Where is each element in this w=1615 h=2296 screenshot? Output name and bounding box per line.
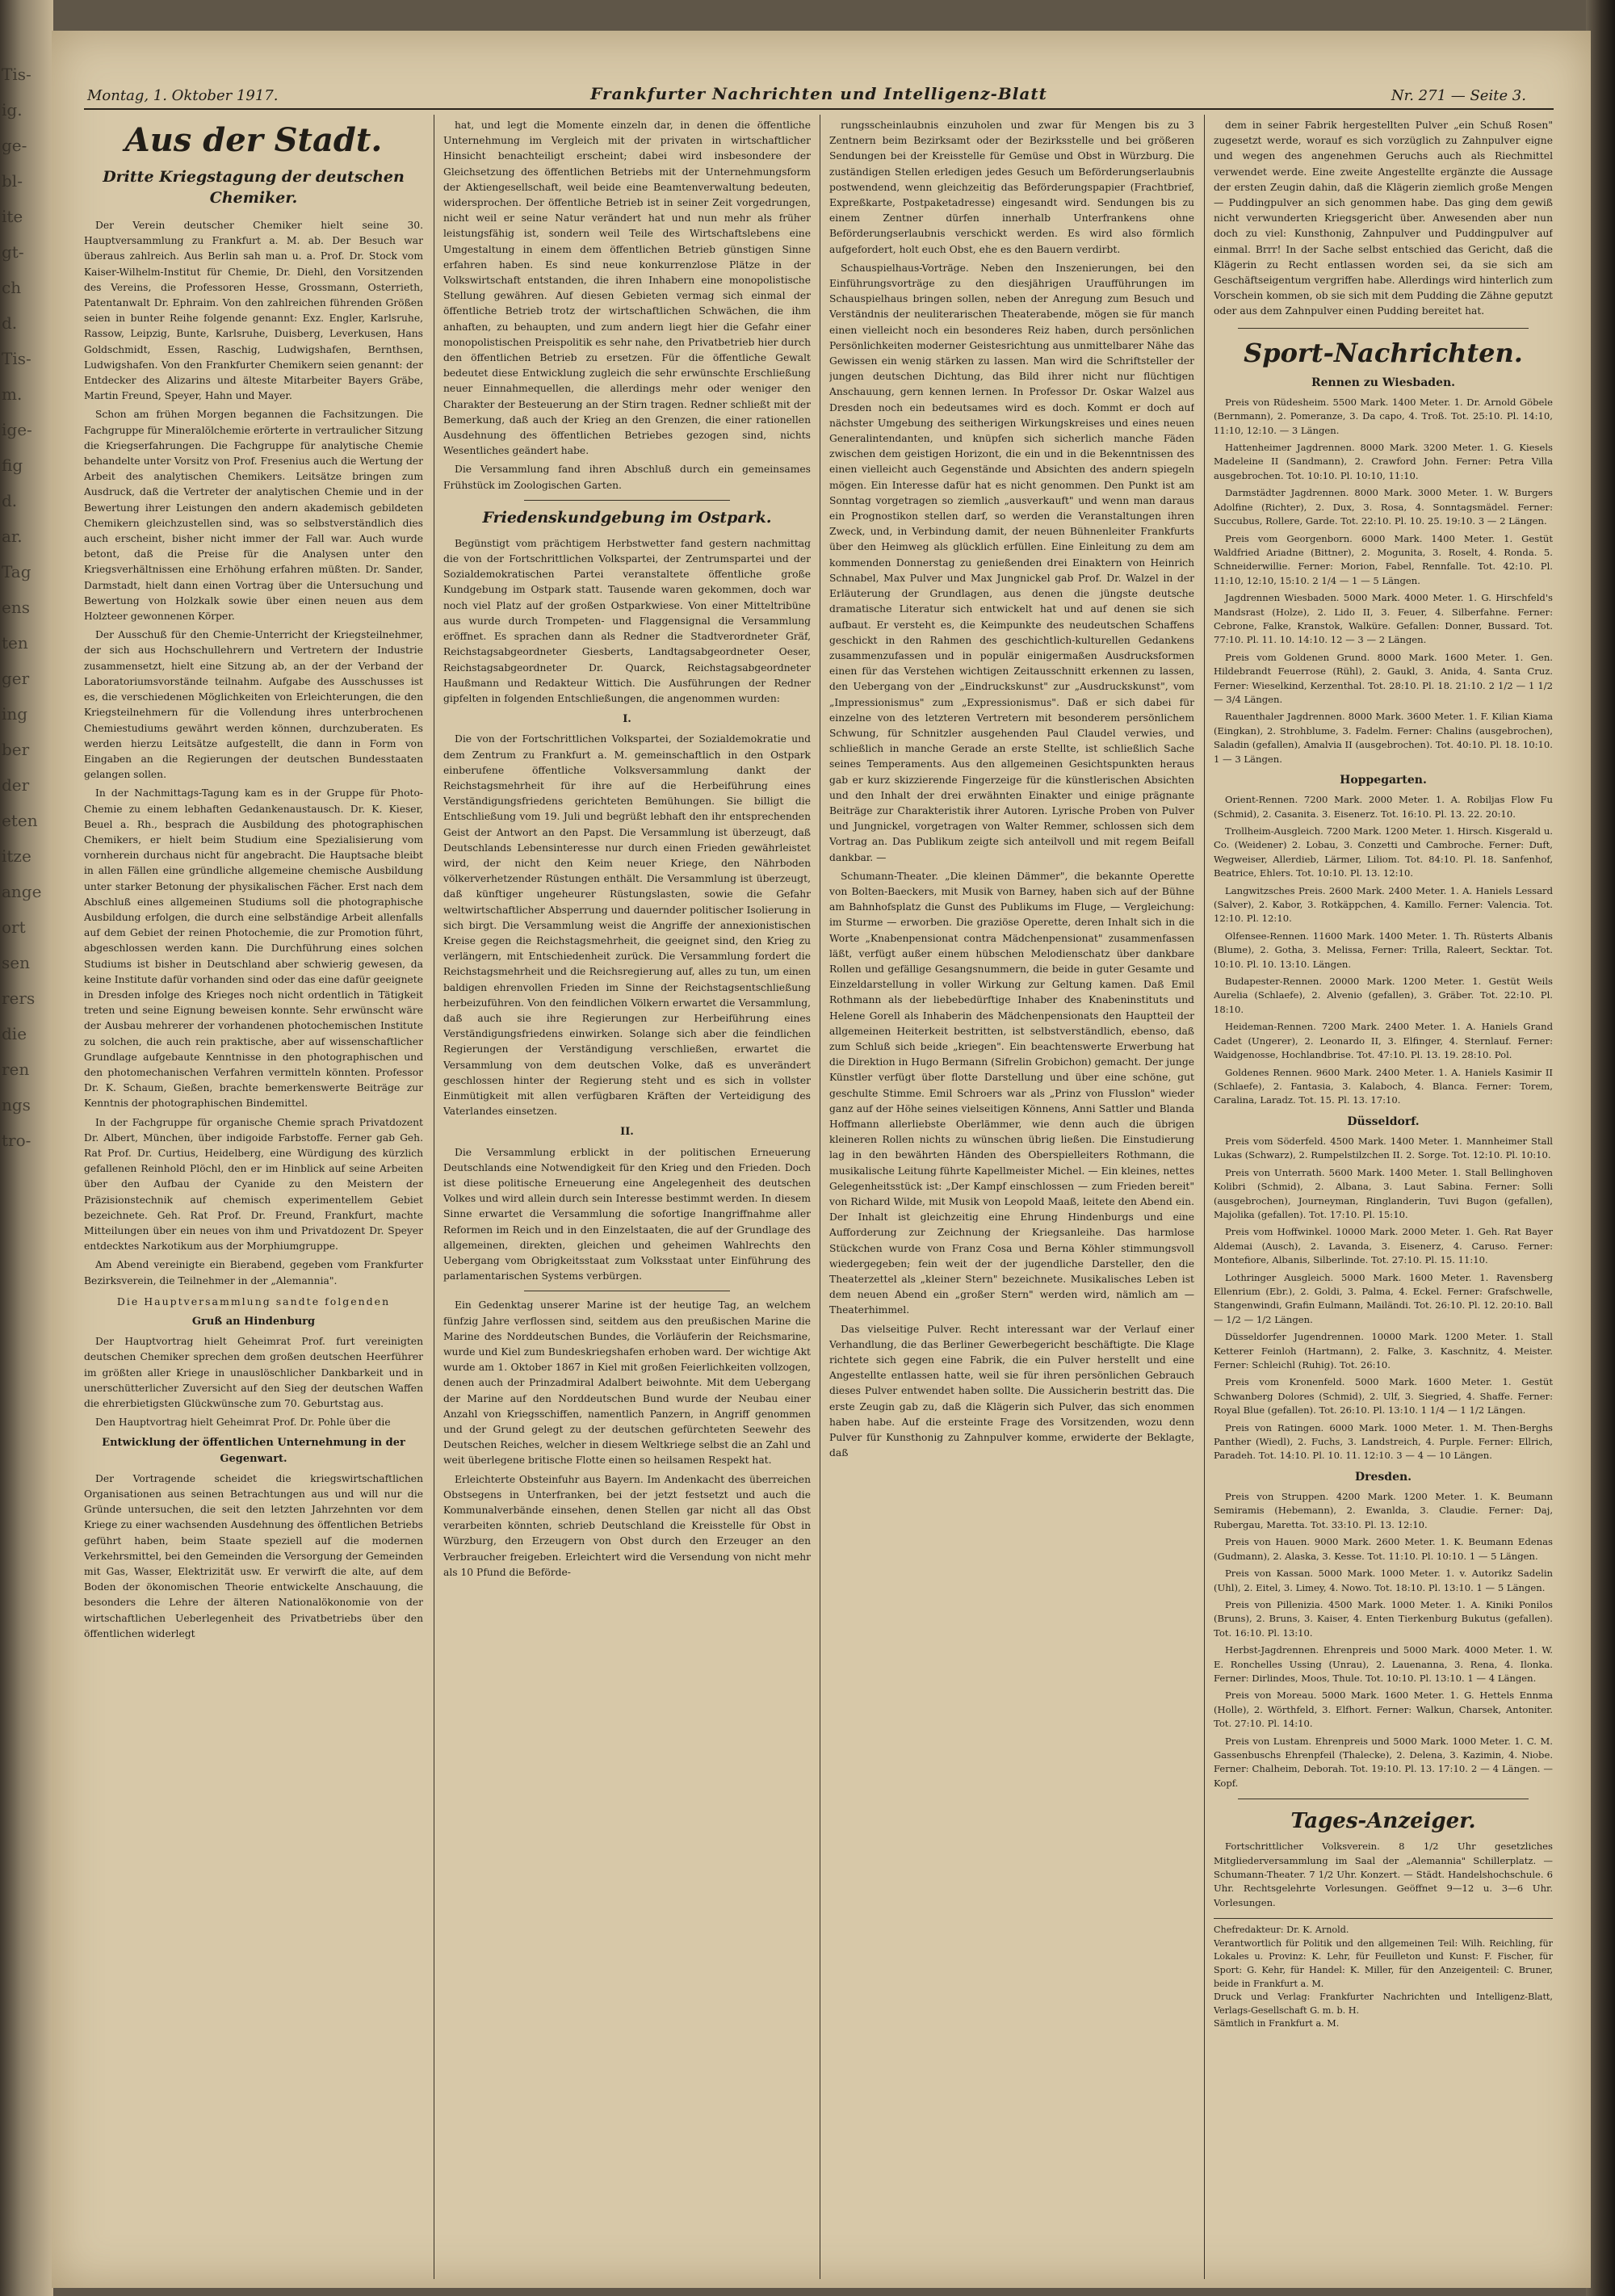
paragraph: Der Ausschuß für den Chemie-Unterricht der Kriegsteilnehmer, der sich aus Hochschullehrern und Vertretern der Industrie zusammensetzt, hielt eine Sitzung ab, an der der Verband der Laboratoriumsvorstände teilnahm. Aufgabe des Ausschusses ist es, die verschiedenen Möglichkeiten von Erleichterungen, die den Kriegsteilnehmern für die Vollendung ihres unterbrochenen Chemiestudiums gewährt werden können, durchzuberaten. Es werden hierzu Leitsätze aufgestellt, die dann in Form von Eingaben an die Regierungen der deutschen Bundesstaaten gelangen sollen. (84, 629, 423, 781)
race-entry: Trollheim-Ausgleich. 7200 Mark. 1200 Meter. 1. Hirsch. Kisgerald u. Co. (Weidener) 2. Lobau, 3. Conzetti und Cambroche. Ferner: Duft, Wegweiser, Allerdieb, Lärmer, Liliom. Tot. 84:10. Pl. 18. Sanfenhof, Beatrice, Ehlers. Tot. 10:10. Pl. 13. 12:10. (1214, 825, 1553, 879)
fragment-text: ort (2, 917, 26, 937)
fragment-text: rers (2, 988, 36, 1008)
race-entry: Preis vom Söderfeld. 4500 Mark. 1400 Meter. 1. Mannheimer Stall Lukas (Schwarz), 2. Rumpelstilzchen II. 2. Sorge. Tot. 12:10. Pl. 10:10. (1214, 1135, 1553, 1161)
paragraph: Schon am frühen Morgen begannen die Fachsitzungen. Die Fachgruppe für Mineralölchemie erörterte in vertraulicher Sitzung die Kriegserfahrungen. Die Fachgruppe für analytische Chemie behandelte unter Vorsitz von Prof. Fresenius auch die Wertung der Arbeit des analytischen Chemikers. Leitsätze bringen zum Ausdruck, daß die Vertreter der analytischen Chemie und in der Bewertung ihrer Leistungen den andern akademisch gebildeten Chemikern gleichzustellen sind, was so selbstverständlich dies auch erscheint, bisher nicht immer der Fall war. Auch wurde betont, daß die Preise für die Analysen unter den Kriegsverhältnissen eine Erhöhung erfahren müßten. Dr. Sander, Darmstadt, hielt dann einen Vortrag über die Untersuchung und Bewertung von Holzkalk sowie über einen neuen aus dem Holzteer gewonnenen Körper. (84, 409, 423, 623)
sport-section-heading: Sport-Nachrichten. (1244, 337, 1523, 368)
fragment-text: Tag (2, 562, 31, 581)
article-body (84, 1334, 423, 1430)
paragraph: Der Vortragende scheidet die kriegswirtschaftlichen Organisationen aus seinen Betrachtungen aus und will nur die Gründe untersuchen, die seit den letzten Jahrzehnten vor dem Kriege zu einer wachsenden Ausdehnung des öffentlichen Betriebs geführt haben, beim Staate speziell auf die modernen Verkehrsmittel, bei den Gemeinden die Versorgung der Gemeinden mit Gas, Wasser, Elektrizität usw. Er verwirft die alte, auf dem Boden der ökonomischen Theorie entwickelte Anschauung, die besonders die Lehre der älteren Nationalökonomie von der wirtschaftlichen Ueberlegenheit des Privatbetriebs über den öffentlichen widerlegt (84, 1472, 423, 1639)
masthead-rule (84, 108, 1554, 110)
fragment-text: d. (2, 313, 18, 333)
fragment-text: die (2, 1024, 27, 1043)
column-1 (84, 118, 423, 2274)
article-body (443, 536, 811, 707)
race-entry: Preis vom Kronenfeld. 5000 Mark. 1600 Meter. 1. Gestüt Schwanberg Dolores (Schmid), 2. Ulf, 3. Siegried, 4. Shaffe. Ferner: Royal Blue (gefallen). Tot. 26:10. Pl. 13:10. 1 1/4 — 1 1/2 Längen. (1214, 1376, 1553, 1417)
race-entry: Langwitzsches Preis. 2600 Mark. 2400 Meter. 1. A. Haniels Lessard (Salver), 2. Kabor, 3. Rotkäppchen, 4. Kamillo. Ferner: Valencia. Tot. 12:10. Pl. 12:10. (1214, 884, 1553, 925)
article-separator (524, 500, 730, 501)
fragment-text: ar. (2, 527, 23, 546)
fragment-text: Tis- (2, 65, 31, 84)
fragment-text: ch (2, 278, 22, 297)
race-venue-heading: Düsseldorf. (1347, 1114, 1420, 1128)
imprint-line: Verantwortlich für Politik und den allgemeinen Teil: Wilh. Reichling, für Lokales u. Provinz: K. Lehr, für Feuilleton und Kunst: F. Fischer, für Sport: G. Kehr, für Handel: K. Miller, für den Anzeigenteil: C. Bruner, beide in Frankfurt a. M. (1214, 1937, 1553, 1989)
fragment-text: ge- (2, 136, 27, 155)
fragment-text: ens (2, 598, 30, 617)
article-heading: Dritte Kriegstagung der deutschen Chemiker. (103, 168, 405, 207)
race-entry: Budapester-Rennen. 20000 Mark. 1200 Meter. 1. Gestüt Weils Aurelia (Schlaefe), 2. Alvenio (gefallen), 3. Gräber. Tot. 22:10. Pl. 18:10. (1214, 976, 1553, 1015)
race-results (1214, 1135, 1553, 1463)
fragment-text: ing (2, 704, 28, 724)
paragraph: Schauspielhaus-Vorträge. Neben den Inszenierungen, bei den Einführungsvorträge zu den diesjährigen Uraufführungen im Schauspielhaus bringen sollen, neben der Anregung zum Besuch und Verständnis der neuliterarischen Theaterabende, mögen sie für manch einen vielleicht noch ein besonderes Reiz haben, durch persönlichen Persönlichkeiten moderner Geistesrichtung aus unmittelbarer Nähe das Gewissen ein wenig stärken zu lassen. Man wird die Schriftsteller der jungen deutschen Dichtung, das Bild ihrer nicht nur flüchtigen Anschauung, gern kennen lernen. In Professor Dr. Oskar Walzel aus Dresden noch ein bedeutsames wird es doch. Kommt er doch auf nächster Umgebung des seitherigen Wirkungskreises und eines neuen Generalintendanten, und knüpfen sich sicherlich manche Fäden zwischen dem geistigen Horizont, die ein und in die Bekenntnissen des einen vielleicht auch Gegenstände und Absichten des andern spiegeln mögen. Ein Interesse dafür hat es nicht genommen. Den Punkt ist am Sonntag vorgetragen so ziemlich „ausverkauft" und wenn man daraus ein Prognostikon stellen darf, so werden die Veranstaltungen ihren Zweck, und, in Verbindung damit, der neuen Bühnenleiter Frankfurts über den Heimweg als glücklich erfüllen. Eine Einleitung zu dem am kommenden Donnerstag zu genießenden drei Einaktern von Heinrich Schnabel, Max Pulver und Max Jungnickel gab Prof. Dr. Walzel in der Erläuterung der Grundlagen, aus denen die jüngste deutsche dramatische Literatur sich entwickelt hat und auf denen sie sich aufbaut. Er versteht es, die Keimpunkte des neudeutschen Schaffens geschickt in den Rahmen des geschichtlich-kulturellen Gedankens zusammenzufassen und in populär einigermaßen Ausdrucksformen einen für das Verstehen wichtigen Zeitausschnitt erkennen zu lassen, den Uebergang von der „Eindruckskunst" zur „Ausdruckskunst", vom „Impressionismus" zum „Expressionismus". Daß er sich dabei für einzelne von des letzteren Vertretern mit besonderem persönlichem Schwung, für Schnitzler ausgehenden Paul Claudel verwies, und schließlich in manche Gerade an erste Stellte, ist schließlich Sache seines Temperaments. Aus den allgemeinen Gesichtspunkten heraus gab er kurz skizzierende Fingerzeige für die künstlerischen Absichten und den Inhalt der drei erwähnten Einakter und einige prägnante Beiträge zur Charakteristik ihrer Autoren. Lyrische Proben von Pulver und Jungnickel, vorgetragen von Walter Remmer, schlossen sich dem Vortrag an. Das Publikum zeigte sich anteilvoll und mit regem Beifall dankbar. — (829, 262, 1194, 863)
fragment-text: ber (2, 740, 30, 759)
fragment-text: gt- (2, 242, 24, 262)
paragraph: hat, und legt die Momente einzeln dar, in denen die öffentliche Unternehmung im Vergleich mit der privaten in wirtschaftlicher Hinsicht benachteiligt erscheint; dabei wird insbesondere der Gleichsetzung des öffentlichen Betriebs mit der Unternehmungsform der Aktiengesellschaft, weil beide eine Beamtenverwaltung bedeuten, widersprochen. Der öffentliche Betrieb ist in seiner Zeit vorgedrungen, nicht weil er seine Natur verändert hat und nun mehr als früher leistungsfähig ist, sondern weil Teile des Wirtschaftslebens eine Umgestaltung in einem dem öffentlichen Betrieb günstigen Sinne erfahren haben. Es sind neue konkurrenzlose Plätze in der Volkswirtschaft entstanden, die ihren Inhabern eine monopolistische Stellung gewähren. Auf diesen Gebieten vermag sich einmal der öffentliche Betrieb trotz der wirtschaftlichen Schwächen, die ihm anhaften, zu behaupten, und zum andern liegt hier die Gefahr einer monopolistischen Preispolitik es sehr nahe, den Privatbetrieb hier durch den öffentlichen Betrieb zu ersetzen. Für die öffentliche Gewalt bedeutet diese Entwicklung zugleich die sehr erwünschte Erschließung neuer Einnahmequellen, die allerdings mehr oder weniger den Charakter der Besteuerung an der Stirn tragen. Redner schließt mit der Bemerkung, daß auch der Krieg an den Grenzen, die einer rationellen Ausdehnung des öffentlichen Betriebes gezogen sind, nichts Wesentliches geändert habe. (443, 120, 811, 457)
fragment-text: d. (2, 491, 18, 510)
paragraph: Die Versammlung fand ihren Abschluß durch ein gemeinsames Frühstück im Zoologischen Garten. (443, 464, 811, 491)
imprint-line: Sämtlich in Frankfurt a. M. (1214, 2018, 1340, 2029)
resolution-numeral: I. (623, 713, 631, 726)
race-entry: Preis vom Georgenborn. 6000 Mark. 1400 Meter. 1. Gestüt Waldfried Ariadne (Bittner), 2. Mogunita, 3. Roselt, 4. Ronda. 5. Schneiderwillie. Ferner: Morion, Fabel, Rennfalle. Tot. 42:10. Pl. 11:10, 12:10, 15:10. 2 1/4 — 1 — 5 Längen. (1214, 532, 1553, 586)
fragment-text: der (2, 775, 30, 795)
column-divider (1204, 115, 1205, 2279)
imprint (1214, 1918, 1553, 2031)
paragraph: Die von der Fortschrittlichen Volkspartei, der Sozialdemokratie und dem Zentrum zu Frankfurt a. M. gemeinschaftlich in den Ostpark einberufene öffentliche Volksversammlung dankt der Reichstagsmehrheit für ihre auf die Herbeiführung eines Verständigungsfriedens gerichteten Bemühungen. Sie billigt die Entschließung vom 19. Juli und begrüßt lebhaft den ihr entsprechenden Geist der Antwort an den Papst. Die Versammlung ist überzeugt, daß Deutschlands Lebensinteresse nur durch einen Frieden gewährleistet wird, der nicht den Keim neuer Kriege, den Nährboden völkerverhetzender Rüstungen enthält. Die Versammlung ist überzeugt, daß künftiger ungeheurer Rüstungslasten, sowie die Gefahr weltwirtschaftlicher Absperrung und dauernder politischer Isolierung in sich birgt. Die Versammlung weist die Angriffe der annexionistischen Kreise gegen die Reichstagsmehrheit, die geeignet sind, den Krieg zu verlängern, mit Entschiedenheit zurück. Die Versammlung fordert die Reichstagsmehrheit und die Reichsregierung auf, alles zu tun, um einen baldigen ehrenvollen Frieden im Sinne der Reichstagsentschließung herbeizuführen. Von den feindlichen Völkern erwartet die Versammlung, daß auch sie ihre Regierungen zur Herbeiführung eines Verständigungsfriedens einwirken. Solange sich aber die feindlichen Regierungen der Verständigung verschließen, erwartet die Versammlung von dem deutschen Volke, daß es unverändert geschlossen hinter der Regierung steht und es sich in vollster Einmütigkeit mit allen verfügbaren Kräften der Verteidigung des Vaterlandes einsetzen. (443, 733, 811, 1118)
column-3 (829, 118, 1194, 2274)
race-entry: Fortschrittlicher Volksverein. 8 1/2 Uhr gesetzliches Mitgliederversammlung im Saal der „Alemannia" Schillerplatz. — Schumann-Theater. 7 1/2 Uhr. Konzert. — Städt. Handelshochschule. 6 Uhr. Rechtsgelehrte Vorlesungen. Geöffnet 9—12 u. 3—6 Uhr. Vorlesungen. (1214, 1841, 1553, 1908)
fragment-text: Tis- (2, 349, 31, 368)
newspaper-page (52, 31, 1591, 2288)
resolution-numeral: II. (620, 1126, 634, 1139)
fragment-text: fig (2, 455, 23, 475)
race-entry: Olfensee-Rennen. 11600 Mark. 1400 Meter. 1. Th. Rüsterts Albanis (Blume), 2. Gotha, 3. Melissa, Ferner: Trilla, Raleert, Secktar. Tot. 10:10. Pl. 10. 13:10. Längen. (1214, 930, 1553, 970)
paragraph: Den Hauptvortrag hielt Geheimrat Prof. Dr. Pohle über die (95, 1417, 391, 1429)
article-subheading: Entwicklung der öffentlichen Unternehmung in der Gegenwart. (102, 1437, 405, 1465)
race-results (1214, 1490, 1553, 1790)
article-subheading: Gruß an Hindenburg (191, 1316, 316, 1328)
article-body (443, 1298, 811, 1580)
paragraph: Am Abend vereinigte ein Bierabend, gegeben vom Frankfurter Bezirksverein, die Teilnehmer in der „Alemannia". (84, 1259, 423, 1287)
race-entry: Preis von Moreau. 5000 Mark. 1600 Meter. 1. G. Hettels Ennma (Holle), 2. Wörthfeld, 3. Elfhort. Ferner: Walkun, Charsek, Antoniter. Tot. 27:10. Pl. 14:10. (1214, 1689, 1553, 1730)
article-subheading: Die Hauptversammlung sandte folgenden (116, 1295, 391, 1308)
paragraph: In der Fachgruppe für organische Chemie sprach Privatdozent Dr. Albert, München, über indigoide Farbstoffe. Ferner gab Geh. Rat Prof. Dr. Curtius, Heidelberg, eine Würdigung des kürzlich gefallenen Reinhold Plöchl, den er im Hinblick auf seine Arbeiten über den Aufbau der Cyanide zu den Meistern der Präzisionstechnik auf chemisch experimentellem Gebiet bezeichnete. Geh. Rat Prof. Dr. Freund, Frankfurt, machte Mitteilungen über ein neues von ihm und Privatdozent Dr. Speyer entdecktes Narkotikum aus der Morphiumgruppe. (84, 1116, 423, 1253)
race-entry: Preis von Ratingen. 6000 Mark. 1000 Meter. 1. M. Then-Berghs Panther (Wiedl), 2. Fuchs, 3. Landstreich, 4. Purple. Ferner: Ellrich, Paradeh. Tot. 14:10. Pl. 10. 11. 12:10. 3 — 4 — 10 Längen. (1214, 1421, 1553, 1462)
fragment-text: sen (2, 953, 30, 972)
paragraph: In der Nachmittags-Tagung kam es in der Gruppe für Photo-Chemie zu einem lebhaften Gedankenaustausch. Dr. K. Kieser, Beuel a. Rh., besprach die Ausbildung des photographischen Chemikers, er hielt beim Studium eine Spezialisierung vom vornherein durchaus nicht für angebracht. Die Hauptsache bleibt in allen Fällen eine gründliche allgemeine chemische Ausbildung unter starker Betonung der physikalischen Fächer. Erst nach dem Abschluß eines allgemeinen Studiums soll die photographische Ausbildung erfolgen, die durch eine selbständige Arbeit allenfalls auf dem Gebiet der reinen Photochemie, die zur Promotion führt, abgeschlossen werden kann. Die Durchführung eines solchen Studiums ist bisher in Deutschland aber schwierig gewesen, da keine Institute dafür vorhanden sind oder das eine dafür geeignete in Dresden infolge des Krieges noch nicht ordentlich in Tätigkeit treten und seine Eignung beweisen konnte. Sehr erwünscht wäre der Ausbau mehrerer der vorhandenen photochemischen Institute zu solchen, die auch rein praktische, aber auf wissenschaftlicher Grundlage aufgebaute Kenntnisse in den photographischen und den photomechanischen Verfahren vermitteln könnten. Professor Dr. K. Schaum, Gießen, brachte bemerkenswerte Beiträge zur Kenntnis der photographischen Bindemittel. (84, 787, 423, 1110)
fragment-text: ngs (2, 1095, 31, 1114)
article-body (84, 1471, 423, 1642)
article-body (829, 118, 1194, 1461)
imprint-line: Druck und Verlag: Frankfurter Nachrichten und Intelligenz-Blatt, Verlags-Gesellschaft G. m. b. H. (1214, 1992, 1553, 2016)
paragraph: Der Hauptvortrag hielt Geheimrat Prof. furt vereinigten deutschen Chemiker sprechen dem großen deutschen Heerführer im größten aller Kriege in unauslöschlicher Dankbarkeit und in unerschütterlicher Zuversicht auf den Sieg der deutschen Waffen die ehrerbietigsten Glückwünsche zum 70. Geburtstag aus. (84, 1336, 423, 1410)
fragment-text: itze (2, 846, 31, 866)
paragraph: Die Versammlung erblickt in der politischen Erneuerung Deutschlands eine Notwendigkeit für den Krieg und den Frieden. Doch ist diese politische Erneuerung eine Angelegenheit des deutschen Volkes und wird allein durch sein Interesse bestimmt werden. In diesem Sinne erwartet die Versammlung die sofortige Inangriffnahme aller Reformen im Reich und in den Einzelstaaten, die auf der Grundlage des allgemeinen, direkten, gleichen und geheimen Wahlrechts den Uebergang vom Obrigkeitsstaat zum Volksstaat unter Einführung des parlamentarischen Systems verbürgen. (443, 1146, 811, 1282)
race-entry: Goldenes Rennen. 9600 Mark. 2400 Meter. 1. A. Haniels Kasimir II (Schlaefe), 2. Fantasia, 3. Kalaboch, 4. Blanca. Ferner: Torem, Caralina, Laradz. Tot. 15. Pl. 13. 17:10. (1214, 1066, 1553, 1106)
column-4 (1214, 118, 1553, 2274)
fragment-text: ige- (2, 420, 32, 439)
fragment-text: ger (2, 669, 30, 688)
fragment-text: bl- (2, 171, 23, 191)
race-entry: Lothringer Ausgleich. 5000 Mark. 1600 Meter. 1. Ravensberg Ellenrium (Ebr.), 2. Goldi, 3. Palma, 4. Eckel. Ferner: Grafschwelle, Stangenwindi, Grafin Eulmann, Mailändi. Tot. 26:10. Pl. 12. 20:10. Ball — 1/2 — 1/2 Längen. (1214, 1271, 1553, 1325)
imprint-line: Chefredakteur: Dr. K. Arnold. (1214, 1925, 1349, 1936)
fragment-text: ig. (2, 100, 23, 120)
article-body (84, 218, 423, 1289)
fragment-text: eten (2, 811, 38, 830)
column-2 (443, 118, 811, 2274)
paragraph: Begünstigt vom prächtigem Herbstwetter fand gestern nachmittag die von der Fortschrittlichen Volkspartei, der Zentrumspartei und der Sozialdemokratischen Partei veranstaltete öffentliche große Kundgebung im Ostpark statt. Tausende waren gekommen, doch war noch viel Platz auf der großen Ostparkwiese. Von einer Mitteltribüne aus wurde durch Trompeten- und Flaggensignal die Versammlung eröffnet. Es sprachen dann als Redner die Stadtverordneter Gräf, Reichstagsabgeordneter Giesberts, Landtagsabgeordneter Oeser, Reichstagsabgeordneter Dr. Quarck, Reichstagsabgeordneter Haußmann und Redakteur Wittich. Die Ausführungen der Redner gipfelten in folgenden Entschließungen, die angenommen wurden: (443, 537, 811, 704)
fragment-text: ren (2, 1060, 30, 1079)
race-entry: Preis von Kassan. 5000 Mark. 1000 Meter. 1. v. Autorikz Sadelin (Uhl), 2. Eitel, 3. Limey, 4. Nowo. Tot. 18:10. Pl. 13:10. 1 — 5 Längen. (1214, 1568, 1553, 1593)
race-results (1214, 396, 1553, 766)
issue-date: Montag, 1. Oktober 1917. (87, 87, 279, 104)
race-entry: Hattenheimer Jagdrennen. 8000 Mark. 3200 Meter. 1. G. Kiesels Madeleine II (Sandmann), 2. Crawford John. Ferner: Petra Villa ausgebrochen. Tot. 10:10. Pl. 10:10, 11:10. (1214, 442, 1553, 481)
article-body (443, 118, 811, 493)
paragraph: Erleichterte Obsteinfuhr aus Bayern. Im Andenkacht des überreichen Obstsegens in Unterfranken, bei der jetzt festsetzt und auch die Kommunalverbände einsehen, denen Stellen gar nicht all das Obst verarbeiten könnten, schrieb Deutschland die Kreisstelle für Obst in Würzburg, den Erzeugern von Obst durch den Erzeuger an den Verbraucher freigeben. Erleichtert wird die Versendung von nicht mehr als 10 Pfund die Beförde- (443, 1473, 811, 1578)
article-body (443, 1145, 811, 1285)
article-body (443, 732, 811, 1119)
race-venue-heading: Hoppegarten. (1340, 774, 1427, 787)
race-entry: Preis von Hauen. 9000 Mark. 2600 Meter. 1. K. Beumann Edenas (Gudmann), 2. Alaska, 3. Kesse. Tot. 11:10. Pl. 10:10. 1 — 5 Längen. (1214, 1536, 1553, 1562)
fragment-text: m. (2, 384, 23, 404)
fragment-text: ten (2, 633, 28, 653)
race-entry: Herbst-Jagdrennen. Ehrenpreis und 5000 Mark. 4000 Meter. 1. W. E. Ronchelles Ussing (Unrau), 2. Lauenanna, 3. Rena, 4. Ilonka. Ferner: Dirlindes, Moos, Thule. Tot. 10:10. Pl. 13:10. 1 — 4 Längen. (1214, 1644, 1553, 1684)
article-heading: Friedenskundgebung im Ostpark. (482, 508, 772, 527)
paragraph: Der Verein deutscher Chemiker hielt seine 30. Hauptversammlung zu Frankfurt a. M. ab. Der Besuch war überaus zahlreich. Aus Berlin sah man u. a. Prof. Dr. Stock vom Kaiser-Wilhelm-Institut für Chemie, Dr. Diehl, den Vorsitzenden des Vereins, die Professoren Hesse, Grossmann, Osterrieth, Patentanwalt Dr. Ephraim. Von den zahlreichen führenden Größen seien in bunter Reihe folgende genannt: Exz. Engler, Karlsruhe, Rassow, Leipzig, Bunte, Karlsruhe, Duisberg, Leverkusen, Hans Goldschmidt, Essen, Raschig, Ludwigshafen, Bernthsen, Ludwigshafen. Von den Frankfurter Chemikern seien genannt: der Entdecker des Alizarins und älteste Mitarbeiter Bayers Gräbe, Martin Freund, Speyer, Hahn und Mayer. (84, 220, 423, 402)
race-venue-heading: Dresden. (1354, 1470, 1412, 1484)
fragment-text: ange (2, 882, 42, 901)
masthead (52, 31, 1591, 111)
race-results (1214, 793, 1553, 1108)
paragraph: Schumann-Theater. „Die kleinen Dämmer", die bekannte Operette von Bolten-Baeckers, mit Musik von Barney, haben sich auf der Bühne am Bahnhofsplatz die Gunst des Publikums im Fluge, — Vergleichung: im Sturme — erworben. Die graziöse Operette, deren Inhalt sich in die Worte „Knabenpensionat contra Mädchenpensionat" zusammenfassen läßt, verfügt außer einem hübschen Melodienschatz über dankbare Rollen und gefällige Gesangsnummern, die beide in guter Gesamte und Einzeldarstellung in voller Wirkung zur Geltung kamen. Daß Emil Rothmann als der liebebedürftige Inhaber des Knabeninstituts und Helene Gorell als Inhaberin des Mädchenpensionats den Hauptteil der allgemeinen Heiterkeit bestritten, ist selbstverständlich, ebenso, daß zum Schluß sich beide „kriegen". Ein beachtenswerte Erwerbung hat die Direktion in Hugo Bermann (Sifrelin Grobichon) gemacht. Der junge Künstler verfügt über flotte Darstellung und über eine schöne, gut geschulte Stimme. Emil Schroers war als „Prinz von Flusslon" wieder ganz auf der Höhe seines vielseitigen Könnens, Anni Sattler und Blanda Hoffmann allerliebste Oberlämmer, wie denn auch die übrigen kleineren Rollen nichts zu wünschen übrig ließen. Die Einstudierung lag in den bewährten Händen des Oberspielleiters Rothmann, die musikalische Leitung führte Kapellmeister Michel. — Ein kleines, nettes Gelegenheitsstück ist: „Der Kampf einschlossen — zum Frieden bereit" von Richard Wilde, mit Musik von Leopold Maaß, leitete den Abend ein. Der Inhalt ist gleichzeitig eine Ehrung Hindenburgs und eine Aufforderung zur Zeichnung der Kriegsanleihe. Das harmlose Stückchen wurde von Franz Cosa und Berna Köhler stimmungsvoll wiedergegeben; fein weit der der jugendliche Darsteller, den die Theaterzettel als „kleiner Stern" bezeichnete. Musikalisches Leben ist dem neuen Abend ein „großer Stern" werden wird, nämlich am — Theaterhimmel. (829, 870, 1194, 1316)
race-entry: Darmstädter Jagdrennen. 8000 Mark. 3000 Meter. 1. W. Burgers Adolfine (Richter), 2. Dux, 3. Rosa, 4. Sonntagsmädel. Ferner: Succubus, Rollere, Garde. Tot. 22:10. Pl. 10. 25. 19:10. 3 — 2 Längen. (1214, 487, 1553, 527)
paragraph: Das vielseitige Pulver. Recht interessant war der Verlauf einer Verhandlung, die das Berliner Gewerbegericht beschäftigte. Die Klage richtete sich gegen eine Fabrik, die ein Pulver herstellt und eine Angestellte entlassen hatte, weil sie für ihren persönlichen Gebrauch dieses Pulver entwendet haben sollte. Die Aussicherin bestritt das. Die erste Zeugin gab zu, daß die Klägerin sich Pulver, das sich enommen haben habe. Auf die ersteinte Frage des Vorsitzenden, wozu denn Pulver für Kunsthonig zu Zahnpulver komme, erwiderte der Beklagte, daß (829, 1323, 1194, 1459)
fragment-text: tro- (2, 1131, 31, 1150)
race-entry: Heideman-Rennen. 7200 Mark. 2400 Meter. 1. A. Haniels Grand Cadet (Ungerer), 2. Leonardo II, 3. Elfinger, 4. Sternlauf. Ferner: Waidgenosse, Hochlandbrise. Tot. 47:10. Pl. 13. 19. 28:10. Pol. (1214, 1021, 1553, 1061)
issue-page-number: Nr. 271 — Seite 3. (1391, 87, 1526, 104)
section-heading: Aus der Stadt. (124, 121, 383, 159)
race-entry: Preis von Rüdesheim. 5500 Mark. 1400 Meter. 1. Dr. Arnold Göbele (Bernmann), 2. Pomeranze, 3. Da capo, 4. Troß. Tot. 25:10. Pl. 14:10, 11:10, 12:10. — 3 Längen. (1214, 396, 1553, 436)
race-venue-heading: Rennen zu Wiesbaden. (1311, 376, 1456, 389)
race-entry: Düsseldorfer Jugendrennen. 10000 Mark. 1200 Meter. 1. Stall Ketterer Feinloh (Hartmann), 2. Falke, 3. Kaschnitz, 4. Meister. Ferner: Schleichl (Ruhig). Tot. 26:10. (1214, 1331, 1553, 1371)
paragraph: Ein Gedenktag unserer Marine ist der heutige Tag, an welchem fünfzig Jahre verflossen sind, seitdem aus den preußischen Marine die Marine des Norddeutschen Bundes, die Vorläuferin der Reichsmarine, wurde und Kiel zum Bundeskriegshafen erhoben ward. Der wichtige Akt wurde am 1. Oktober 1867 in Kiel mit großen Feierlichkeiten vollzogen, denen auch der Prinzadmiral Adalbert beiwohnte. Mit dem Uebergang der Marine auf den Norddeutschen Bund wurde der Neubau einer Anzahl von Kriegsschiffen, namentlich Panzern, in Angriff genommen und der Grund gelegt zu der deutschen gefürchteten Seewehr des Deutschen Reiches, welcher in diesem Weltkriege selbst die an Zahl und weit überlegene britische Flotte einen so heilsamen Respekt hat. (443, 1299, 811, 1467)
paragraph: dem in seiner Fabrik hergestellten Pulver „ein Schuß Rosen" zugesetzt werde, worauf es sich vorzüglich zu Zahnpulver eigne und wegen des angenehmen Geruchs auch als Riechmittel verwendet werde. Eine zweite Angestellte ergänzte die Aussage der ersten Zeugin dahin, daß die Klägerin ziemlich große Mengen — Puddingpulver an sich genommen habe. Das ging dem gewiß nicht verwunderten Kriegsgericht über. Anwesenden aber nun doch zu viel: Kunsthonig, Zahnpulver und Puddingpulver auf einmal. Brrr! In der Sache selbst entschied das Gericht, daß die Klägerin zu Recht entlassen worden sei, da sie sich am Geschäftseigentum vergriffen habe. Allerdings wird hinterlich zum Vorschein kommen, ob sie sich mit dem Pudding die Zähne geputzt oder aus dem Zahnpulver einen Pudding bereitet hat. (1214, 120, 1553, 317)
race-entry: Rauenthaler Jagdrennen. 8000 Mark. 3600 Meter. 1. F. Kilian Kiama (Eingkan), 2. Strohblume, 3. Fadelm. Ferner: Chalins (ausgebrochen), Saladin (gefallen), Amalvia II (ausgebrochen). Tot. 40:10. Pl. 18. 10:10. 1 — 3 Längen. (1214, 711, 1553, 765)
race-entry: Orient-Rennen. 7200 Mark. 2000 Meter. 1. A. Robiljas Flow Fu (Schmid), 2. Casanita. 3. Eisenerz. Tot. 16:10. Pl. 13. 22. 20:10. (1214, 794, 1553, 820)
race-entry: Preis vom Hoffwinkel. 10000 Mark. 2000 Meter. 1. Geh. Rat Bayer Aldemai (Ausch), 2. Lavanda, 3. Eisenerz, 4. Caruso. Ferner: Montefiore, Albanis, Silberlinde. Tot. 27:10. Pl. 15. 11:10. (1214, 1226, 1553, 1266)
race-entry: Preis von Struppen. 4200 Mark. 1200 Meter. 1. K. Beumann Semiramis (Hebemann), 2. Ewanlda, 3. Claudie. Ferner: Daj, Rubergau, Maretta. Tot. 33:10. Pl. 13. 12:10. (1214, 1491, 1553, 1530)
adjacent-page-fragments (2, 65, 50, 2245)
race-entry: Preis von Pillenizia. 4500 Mark. 1000 Meter. 1. A. Kiniki Ponilos (Bruns), 2. Bruns, 3. Kaiser, 4. Enten Tierkenburg Bukutus (gefallen). Tot. 16:10. Pl. 13:10. (1214, 1598, 1553, 1639)
race-entry: Preis von Unterrath. 5600 Mark. 1400 Meter. 1. Stall Bellinghoven Kolibri (Schmid), 2. Albana, 3. Laut Sabina. Ferner: Solli (ausgebrochen), Journeyman, Ringlanderin, Tuvi Bugon (gefallen), Majolika (gefallen). Tot. 17:10. Pl. 15:10. (1214, 1166, 1553, 1220)
newspaper-title: Frankfurter Nachrichten und Intelligenz-Blatt (590, 84, 1047, 103)
daily-listings-heading: Tages-Anzeiger. (1290, 1809, 1476, 1834)
fragment-text: ite (2, 207, 23, 226)
race-entry: Preis vom Goldenen Grund. 8000 Mark. 1600 Meter. 1. Gen. Hildebrandt Feuerrose (Rühl), 2. Gaukl, 3. Anida, 4. Santa Cruz. Ferner: Wieselkind, Kerzenthal. Tot. 28:10. Pl. 18. 21:10. 2 1/2 — 1 1/2 — 3/4 Längen. (1214, 651, 1553, 705)
race-entry: Preis von Lustam. Ehrenpreis und 5000 Mark. 1000 Meter. 1. C. M. Gassenbuschs Ehrenpfeil (Thalecke), 2. Delena, 3. Kazimin, 4. Niobe. Ferner: Chalheim, Deborah. Tot. 19:10. Pl. 13. 17:10. 2 — 4 Längen. — Kopf. (1214, 1735, 1553, 1789)
section-separator (1238, 328, 1529, 329)
article-body (1214, 118, 1553, 320)
daily-listings (1214, 1840, 1553, 1910)
race-entry: Jagdrennen Wiesbaden. 5000 Mark. 4000 Meter. 1. G. Hirschfeld's Mandsrast (Holze), 2. Lido II, 3. Feuer, 4. Silberfahne. Ferner: Cebrone, Falke, Kranstok, Walküre. Gefallen: Donner, Bussard. Tot. 77:10. Pl. 11. 10. 14:10. 12 — 3 — 2 Längen. (1214, 592, 1553, 646)
paragraph: rungsscheinlaubnis einzuholen und zwar für Mengen bis zu 3 Zentnern beim Bezirksamt oder der Bezirksstelle und bei größeren Sendungen bei der Kreisstelle für Gemüse und Obst in Würzburg. Die zuständigen Stellen erledigen jedes Gesuch um Beförderungserlaubnis postwendend, wenn gleichzeitig das Beförderungspapier (Frachtbrief, Expreßkarte, Postpaketadresse) eingesandt wird. Sendungen bis zu einem Zentner dürfen innerhalb Unterfrankens ohne Beförderungserlaubnis verschickt werden. Es wird also förmlich aufgefordert, holt euch Obst, ehe es den Bauern verdirbt. (829, 120, 1194, 255)
